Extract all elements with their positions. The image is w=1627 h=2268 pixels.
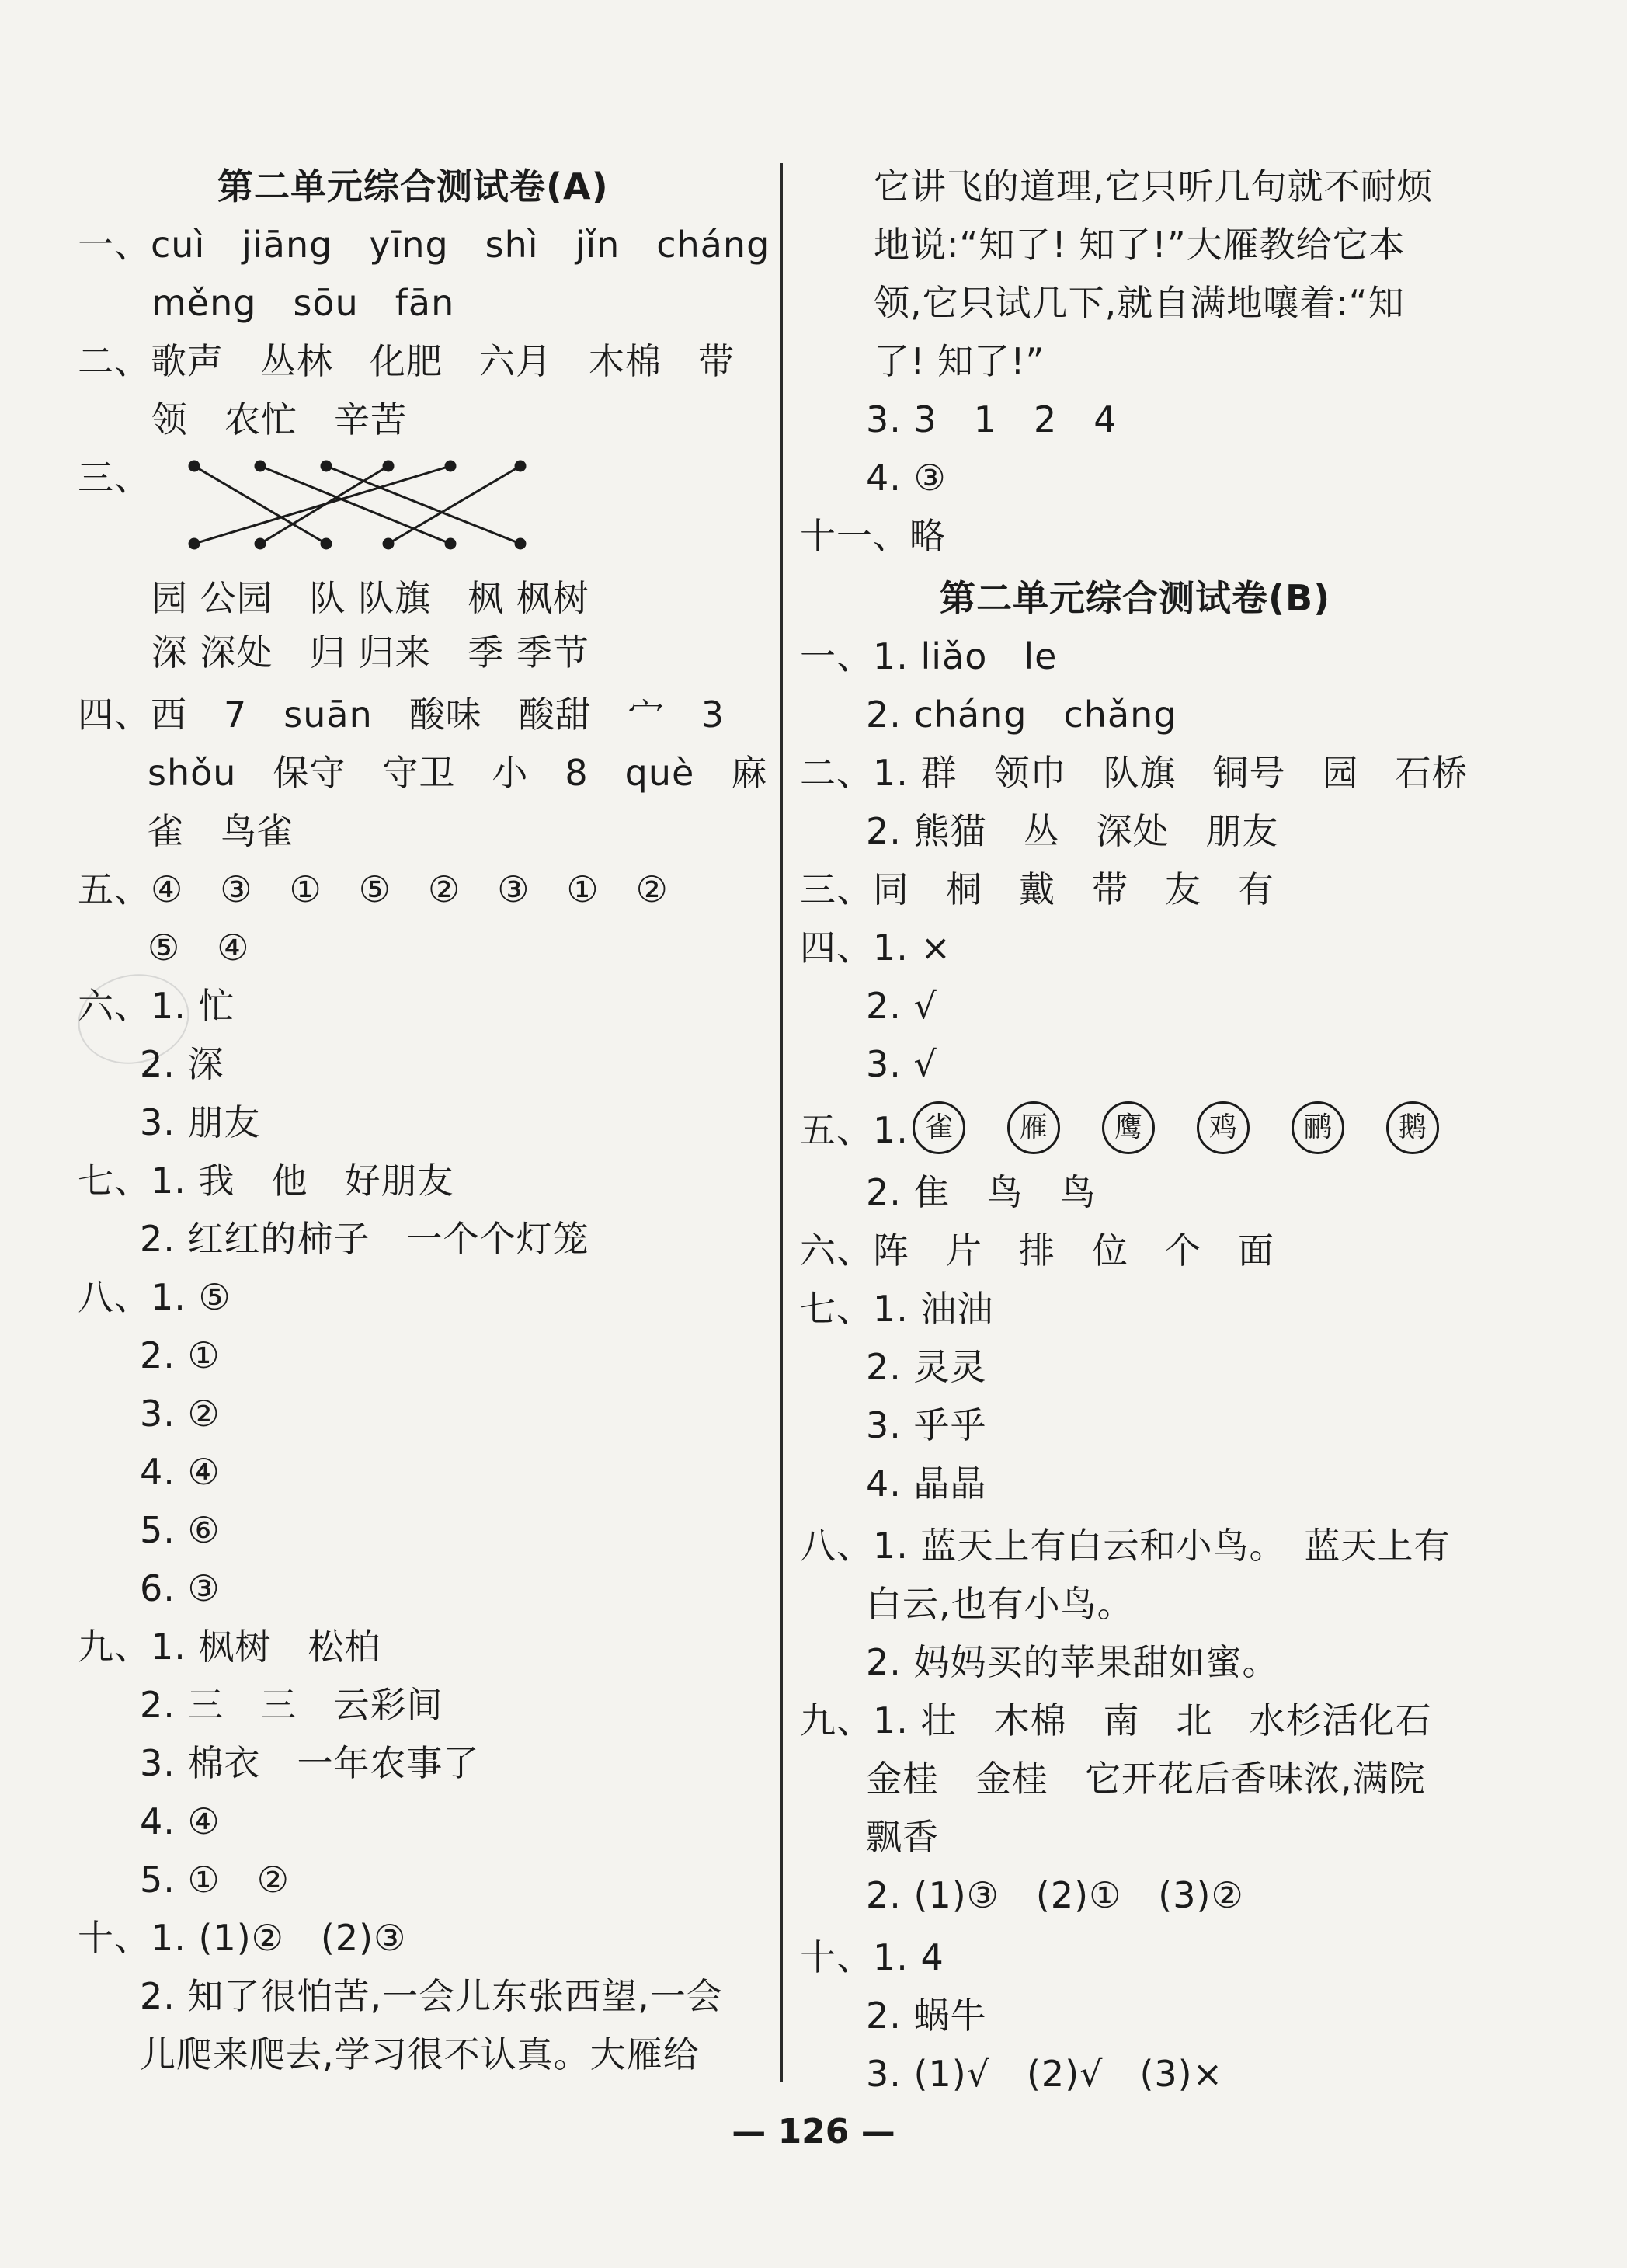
a-q7-1: 七、1. 我 他 好朋友 [78,1160,454,1202]
match-line [194,466,326,544]
a-q1-line2: měng sōu fān [151,282,455,324]
a-q6-3: 3. 朋友 [140,1101,261,1143]
a-q8-1: 八、1. ⑤ [78,1276,231,1318]
a-q8-4: 4. ④ [140,1451,221,1493]
a-q2-line2: 领 农忙 辛苦 [151,398,407,440]
b-q1-1: 一、1. liǎo le [800,635,1058,677]
b-q7-2: 2. 灵灵 [866,1346,987,1388]
a-q6-2: 2. 深 [140,1043,224,1085]
a-q5-line1: 五、④ ③ ① ⑤ ② ③ ① ② [78,868,669,910]
circled-char: 雀 [913,1101,965,1154]
b-q2-1: 二、1. 群 领巾 队旗 铜号 园 石桥 [800,752,1469,794]
a-q4-line3: 雀 鸟雀 [148,810,294,852]
circled-char: 鸡 [1197,1101,1250,1154]
circled-char: 鹅 [1386,1101,1439,1154]
b-q2-2: 2. 熊猫 丛 深处 朋友 [866,810,1279,852]
a-q9-4: 4. ④ [140,1800,221,1842]
b-q4-2: 2. √ [866,985,937,1027]
a-q3-row2: 深 深处 归 归来 季 季节 [151,631,589,673]
a-q8-2: 2. ① [140,1334,221,1376]
a-q10-2-cont4: 了! 知了!” [874,340,1045,382]
circled-char: 雁 [1007,1101,1060,1154]
b-q10-3: 3. (1)√ (2)√ (3)× [866,2053,1224,2095]
b-q10-2: 2. 蜗牛 [866,1995,987,2037]
b-q9-1-line2: 金桂 金桂 它开花后香味浓,满院 [866,1758,1426,1800]
b-q1-2: 2. cháng chǎng [866,694,1177,736]
a-q10-1: 十、1. (1)② (2)③ [78,1917,407,1959]
b-q6: 六、阵 片 排 位 个 面 [800,1230,1274,1271]
b-q9-1-line3: 飘香 [866,1816,939,1858]
a-q3-label: 三、 [78,457,151,499]
a-q10-4: 4. ③ [866,457,947,499]
circled-char: 鹂 [1292,1101,1344,1154]
b-q3: 三、同 桐 戴 带 友 有 [800,868,1274,910]
b-q7-4: 4. 晶晶 [866,1463,987,1504]
b-q9-2: 2. (1)③ (2)① (3)② [866,1874,1244,1916]
a-q4-line2: shǒu 保守 守卫 小 8 què 麻 [148,752,768,794]
test-b-title: 第二单元综合测试卷(B) [940,577,1331,619]
column-divider [780,163,783,2082]
a-q4-line1: 四、西 7 suān 酸味 酸甜 宀 3 [78,694,725,736]
b-q10-1: 十、1. 4 [800,1936,944,1978]
a-q10-2-cont3: 领,它只试几下,就自满地嚷着:“知 [874,282,1405,324]
a-q9-1: 九、1. 枫树 松柏 [78,1626,381,1668]
a-q11: 十一、略 [800,515,946,557]
test-a-title: 第二单元综合测试卷(A) [217,165,609,207]
b-q7-3: 3. 乎乎 [866,1404,987,1446]
a-q10-2-cont2: 地说:“知了! 知了!”大雁教给它本 [874,224,1406,266]
a-q5-line2: ⑤ ④ [148,927,250,969]
b-q8-1-line2: 白云,也有小鸟。 [866,1583,1134,1625]
a-q10-2-cont1: 它讲飞的道理,它只听几句就不耐烦 [874,165,1434,207]
a-q3-row1: 园 公园 队 队旗 枫 枫树 [151,577,589,619]
b-q8-1-line1: 八、1. 蓝天上有白云和小鸟。 蓝天上有 [800,1525,1451,1567]
a-q9-3: 3. 棉衣 一年农事了 [140,1742,480,1784]
b-q8-2: 2. 妈妈买的苹果甜如蜜。 [866,1641,1279,1683]
b-q4-1: 四、1. × [800,927,952,969]
b-q7-1: 七、1. 油油 [800,1288,994,1330]
circled-char: 鹰 [1102,1101,1155,1154]
a-q2-line1: 二、歌声 丛林 化肥 六月 木棉 带 [78,340,735,382]
a-q10-2-line1: 2. 知了很怕苦,一会儿东张西望,一会 [140,1975,723,2017]
b-q4-3: 3. √ [866,1043,937,1085]
b-q9-1-line1: 九、1. 壮 木棉 南 北 水杉活化石 [800,1699,1432,1741]
a-q10-2-line2: 儿爬来爬去,学习很不认真。大雁给 [140,2033,700,2075]
a-q8-5: 5. ⑥ [140,1509,221,1551]
b-q5-1-label: 五、1. [800,1109,909,1151]
b-q5-2: 2. 隹 鸟 鸟 [866,1171,1097,1213]
a-q6-1: 六、1. 忙 [78,985,235,1027]
a-q1-line1: 一、cuì jiāng yīng shì jǐn cháng [78,224,770,266]
match-line [194,466,450,544]
a-q7-2: 2. 红红的柿子 一个个灯笼 [140,1218,589,1260]
b-q5-1-circled-chars [913,1101,1503,1157]
a-q8-3: 3. ② [140,1393,221,1435]
a-q9-2: 2. 三 三 云彩间 [140,1684,443,1726]
matching-lines-diagram [186,458,544,559]
a-q9-5: 5. ① ② [140,1859,290,1901]
a-q8-6: 6. ③ [140,1567,221,1609]
page-number: — 126 — [732,2112,895,2151]
a-q10-3: 3. 3 1 2 4 [866,398,1118,440]
